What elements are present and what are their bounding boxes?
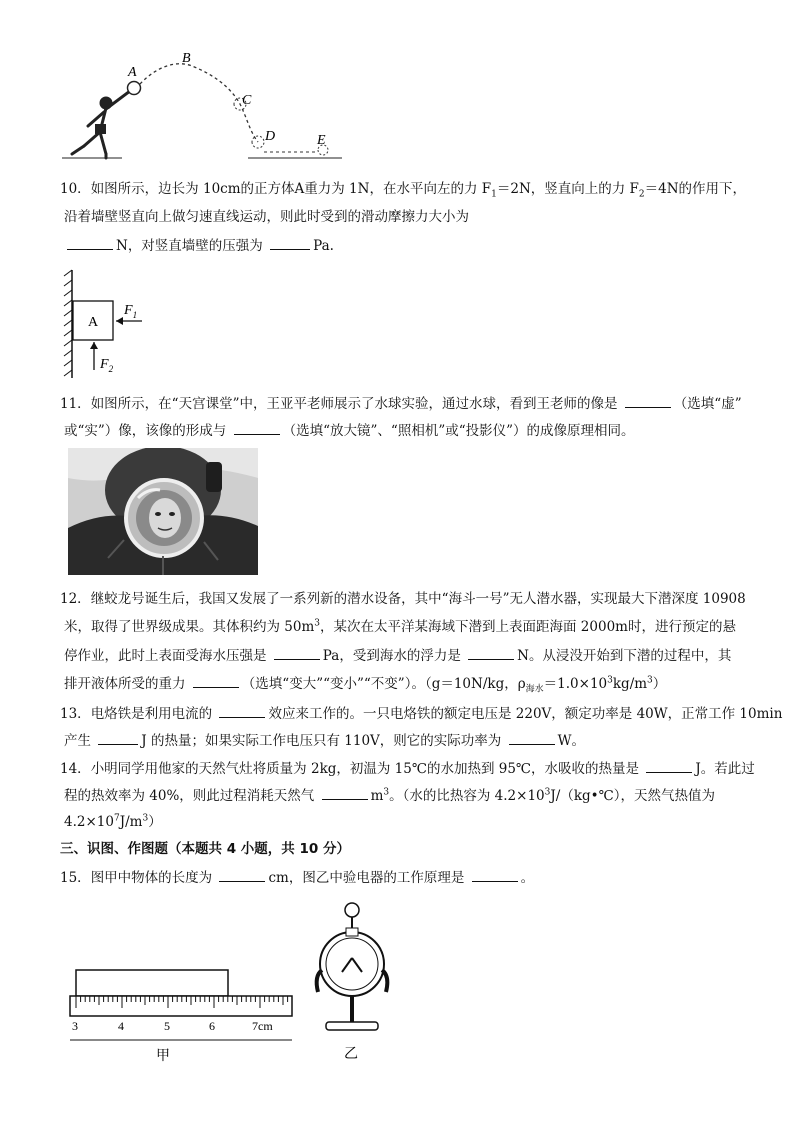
- q13-line-1: [60, 704, 782, 723]
- q14-sup-2: 3: [544, 787, 551, 798]
- tick-label-6: 6: [209, 1019, 215, 1033]
- q10-text-1c: ＝4N的作用下，: [644, 181, 747, 197]
- q14-text-2c: 。（水的比热容为 4.2×10: [389, 788, 545, 804]
- trajectory-path: [140, 64, 258, 142]
- q12-text-2b: ，某次在太平洋某海域下潜到上表面距海面 2000m时，进行预定的悬: [320, 619, 736, 635]
- q12-sub-rho: 海水: [525, 684, 544, 695]
- throw-trajectory-figure: [62, 46, 352, 170]
- q14-line-1: [60, 759, 755, 778]
- q14-line-3: [64, 813, 162, 831]
- q12-sup-3: 3: [647, 675, 653, 686]
- tick-label-4: 4: [118, 1019, 124, 1033]
- q14-answer-blank-1[interactable]: [646, 759, 692, 773]
- q12-answer-blank-3[interactable]: [193, 674, 239, 688]
- q12-answer-blank-2[interactable]: [468, 646, 514, 660]
- measured-object: [76, 970, 228, 996]
- q13-text-2a: 产生: [64, 733, 91, 749]
- f2-label: $F_2$: [100, 357, 114, 374]
- q12-text-4b: （选填“变大”“变小”“不变”）。（g＝10N/kg，ρ: [241, 676, 526, 692]
- q14-text-3b: J/m: [119, 814, 143, 830]
- label-a: A: [128, 65, 137, 80]
- q12-number: 12．: [60, 591, 91, 607]
- ball-a: [128, 82, 141, 95]
- q13-answer-blank-3[interactable]: [509, 731, 555, 745]
- q14-text-3c: ）: [148, 814, 162, 830]
- label-b: B: [182, 51, 191, 66]
- q12-text-4c: ＝1.0×10: [543, 676, 608, 692]
- q14-text-2d: J/（kg•℃），天然气热值为: [550, 788, 715, 804]
- wall-block-figure: [60, 266, 160, 382]
- q11-text-1b: （选填“虚”: [673, 396, 742, 412]
- q14-text-3a: 4.2×10: [64, 814, 114, 830]
- q12-line-3: [64, 646, 731, 665]
- q15-text-1c: 。: [520, 870, 535, 886]
- q14-text-1a: 小明同学用他家的天然气灶将质量为 2kg，初温为 15℃的水加热到 95℃，水吸收的热量是: [90, 761, 640, 777]
- q14-text-2b: m: [370, 788, 384, 804]
- q11-line-2: [64, 421, 635, 440]
- q15-text-1b: cm，图乙中验电器的工作原理是: [268, 870, 465, 886]
- q14-sup-3: 7: [113, 813, 120, 824]
- tick-label-7cm: 7cm: [252, 1019, 273, 1033]
- q15-answer-blank-1[interactable]: [219, 868, 265, 882]
- q10-line-2: [64, 208, 469, 226]
- q14-answer-blank-2[interactable]: [322, 786, 368, 800]
- q14-text-1b: J。若此过: [695, 761, 755, 777]
- q10-answer-blank-2[interactable]: [270, 236, 310, 250]
- q12-sup-1: 3: [314, 618, 321, 629]
- tick-label-3: 3: [72, 1019, 78, 1033]
- electroscope-knob: [345, 903, 359, 917]
- q12-text-4a: 排开液体所受的重力: [64, 676, 186, 692]
- q12-text-3a: 停作业，此时上表面受海水压强是: [64, 648, 267, 664]
- q10-text-3a: N，对竖直墙壁的压强为: [116, 238, 263, 254]
- q14-sup-1: 3: [383, 787, 390, 798]
- q14-number: 14．: [60, 761, 91, 777]
- q10-text-1b: ＝2N，竖直向上的力 F: [496, 181, 639, 197]
- q12-line-4: [64, 674, 666, 693]
- wall-hatching: [64, 270, 72, 376]
- q15-answer-blank-2[interactable]: [472, 868, 518, 882]
- q10-text-1: 如图所示，边长为 10cm的正方体A重力为 1N，在水平向左的力 F: [90, 181, 492, 197]
- q13-answer-blank-2[interactable]: [98, 731, 138, 745]
- q10-text-3b: Pa.: [313, 238, 334, 254]
- q10-answer-blank-1[interactable]: [67, 236, 113, 250]
- f1-label: $F_1$: [124, 303, 138, 320]
- q11-answer-blank-2[interactable]: [234, 421, 280, 435]
- electroscope-base: [326, 1022, 378, 1030]
- electroscope-figure: [310, 900, 400, 1064]
- q13-text-2b: J 的热量；如果实际工作电压只有 110V，则它的实际功率为: [141, 733, 502, 749]
- q12-text-4d: kg/m: [612, 676, 648, 692]
- q13-line-2: [64, 731, 585, 750]
- block-a-label: A: [88, 315, 99, 330]
- q12-line-2: [64, 618, 736, 636]
- section-3-heading: 三、识图、作图题（本题共 4 小题，共 10 分）: [60, 841, 350, 857]
- f2-subscript: 2: [638, 189, 645, 200]
- label-c: C: [242, 93, 252, 108]
- q15-line-1: [60, 868, 534, 887]
- q15-number: 15．: [60, 870, 91, 886]
- f1-subscript: 1: [491, 189, 497, 200]
- q10-line-1: [60, 180, 746, 198]
- label-d: D: [265, 129, 276, 144]
- tick-label-5: 5: [164, 1019, 170, 1033]
- q11-line-1: [60, 394, 742, 413]
- q13-answer-blank-1[interactable]: [219, 704, 265, 718]
- q11-text-1a: 如图所示，在“天宫课堂”中，王亚平老师展示了水球实验，通过水球，看到王老师的像是: [90, 396, 618, 412]
- q15-text-1a: 图甲中物体的长度为: [90, 870, 213, 886]
- water-ball-photo: [68, 448, 258, 575]
- q10-number: 10．: [60, 181, 91, 197]
- q14-text-2a: 程的热效率为 40%，则此过程消耗天然气: [64, 788, 315, 804]
- q12-text-1: 继蛟龙号诞生后，我国又发展了一系列新的潜水设备，其中“海斗一号”无人潜水器，实现最大下潜深度 10908: [90, 591, 746, 607]
- ruler-figure: [64, 964, 300, 1064]
- q12-text-3b: Pa，受到海水的浮力是: [322, 648, 461, 664]
- q12-answer-blank-1[interactable]: [274, 646, 320, 660]
- q13-number: 13．: [60, 706, 91, 722]
- q11-number: 11．: [60, 396, 91, 412]
- ruler-caption: 甲: [156, 1049, 170, 1064]
- q14-sup-4: 3: [142, 813, 149, 824]
- q11-text-2b: （选填“放大镜”、“照相机”或“投影仪”）的成像原理相同。: [282, 423, 635, 439]
- electroscope-case: [320, 932, 384, 996]
- athlete-figure: [72, 91, 130, 158]
- q10-line-3: [64, 236, 334, 255]
- q13-text-1b: 效应来工作的。一只电烙铁的额定电压是 220V，额定功率是 40W，正常工作 10min: [268, 706, 783, 722]
- q11-answer-blank-1[interactable]: [625, 394, 671, 408]
- q12-text-4e: ）: [652, 676, 667, 692]
- q10-text-2: 沿着墙壁竖直向上做匀速直线运动，则此时受到的滑动摩擦力大小为: [64, 209, 469, 225]
- ruler-tick-labels: [72, 1019, 273, 1033]
- q12-line-1: [60, 590, 746, 608]
- q14-line-2: [64, 786, 715, 805]
- q13-text-2c: W。: [557, 733, 585, 749]
- q12-text-3c: N。从浸没开始到下潜的过程中，其: [517, 648, 732, 664]
- label-e: E: [317, 133, 326, 148]
- q13-text-1a: 电烙铁是利用电流的: [90, 706, 213, 722]
- q12-sup-2: 3: [607, 675, 613, 686]
- q11-text-2a: 或“实”）像，该像的形成与: [64, 423, 227, 439]
- electroscope-caption: 乙: [344, 1047, 358, 1062]
- q12-text-2a: 米，取得了世界级成果。其体积约为 50m: [64, 619, 315, 635]
